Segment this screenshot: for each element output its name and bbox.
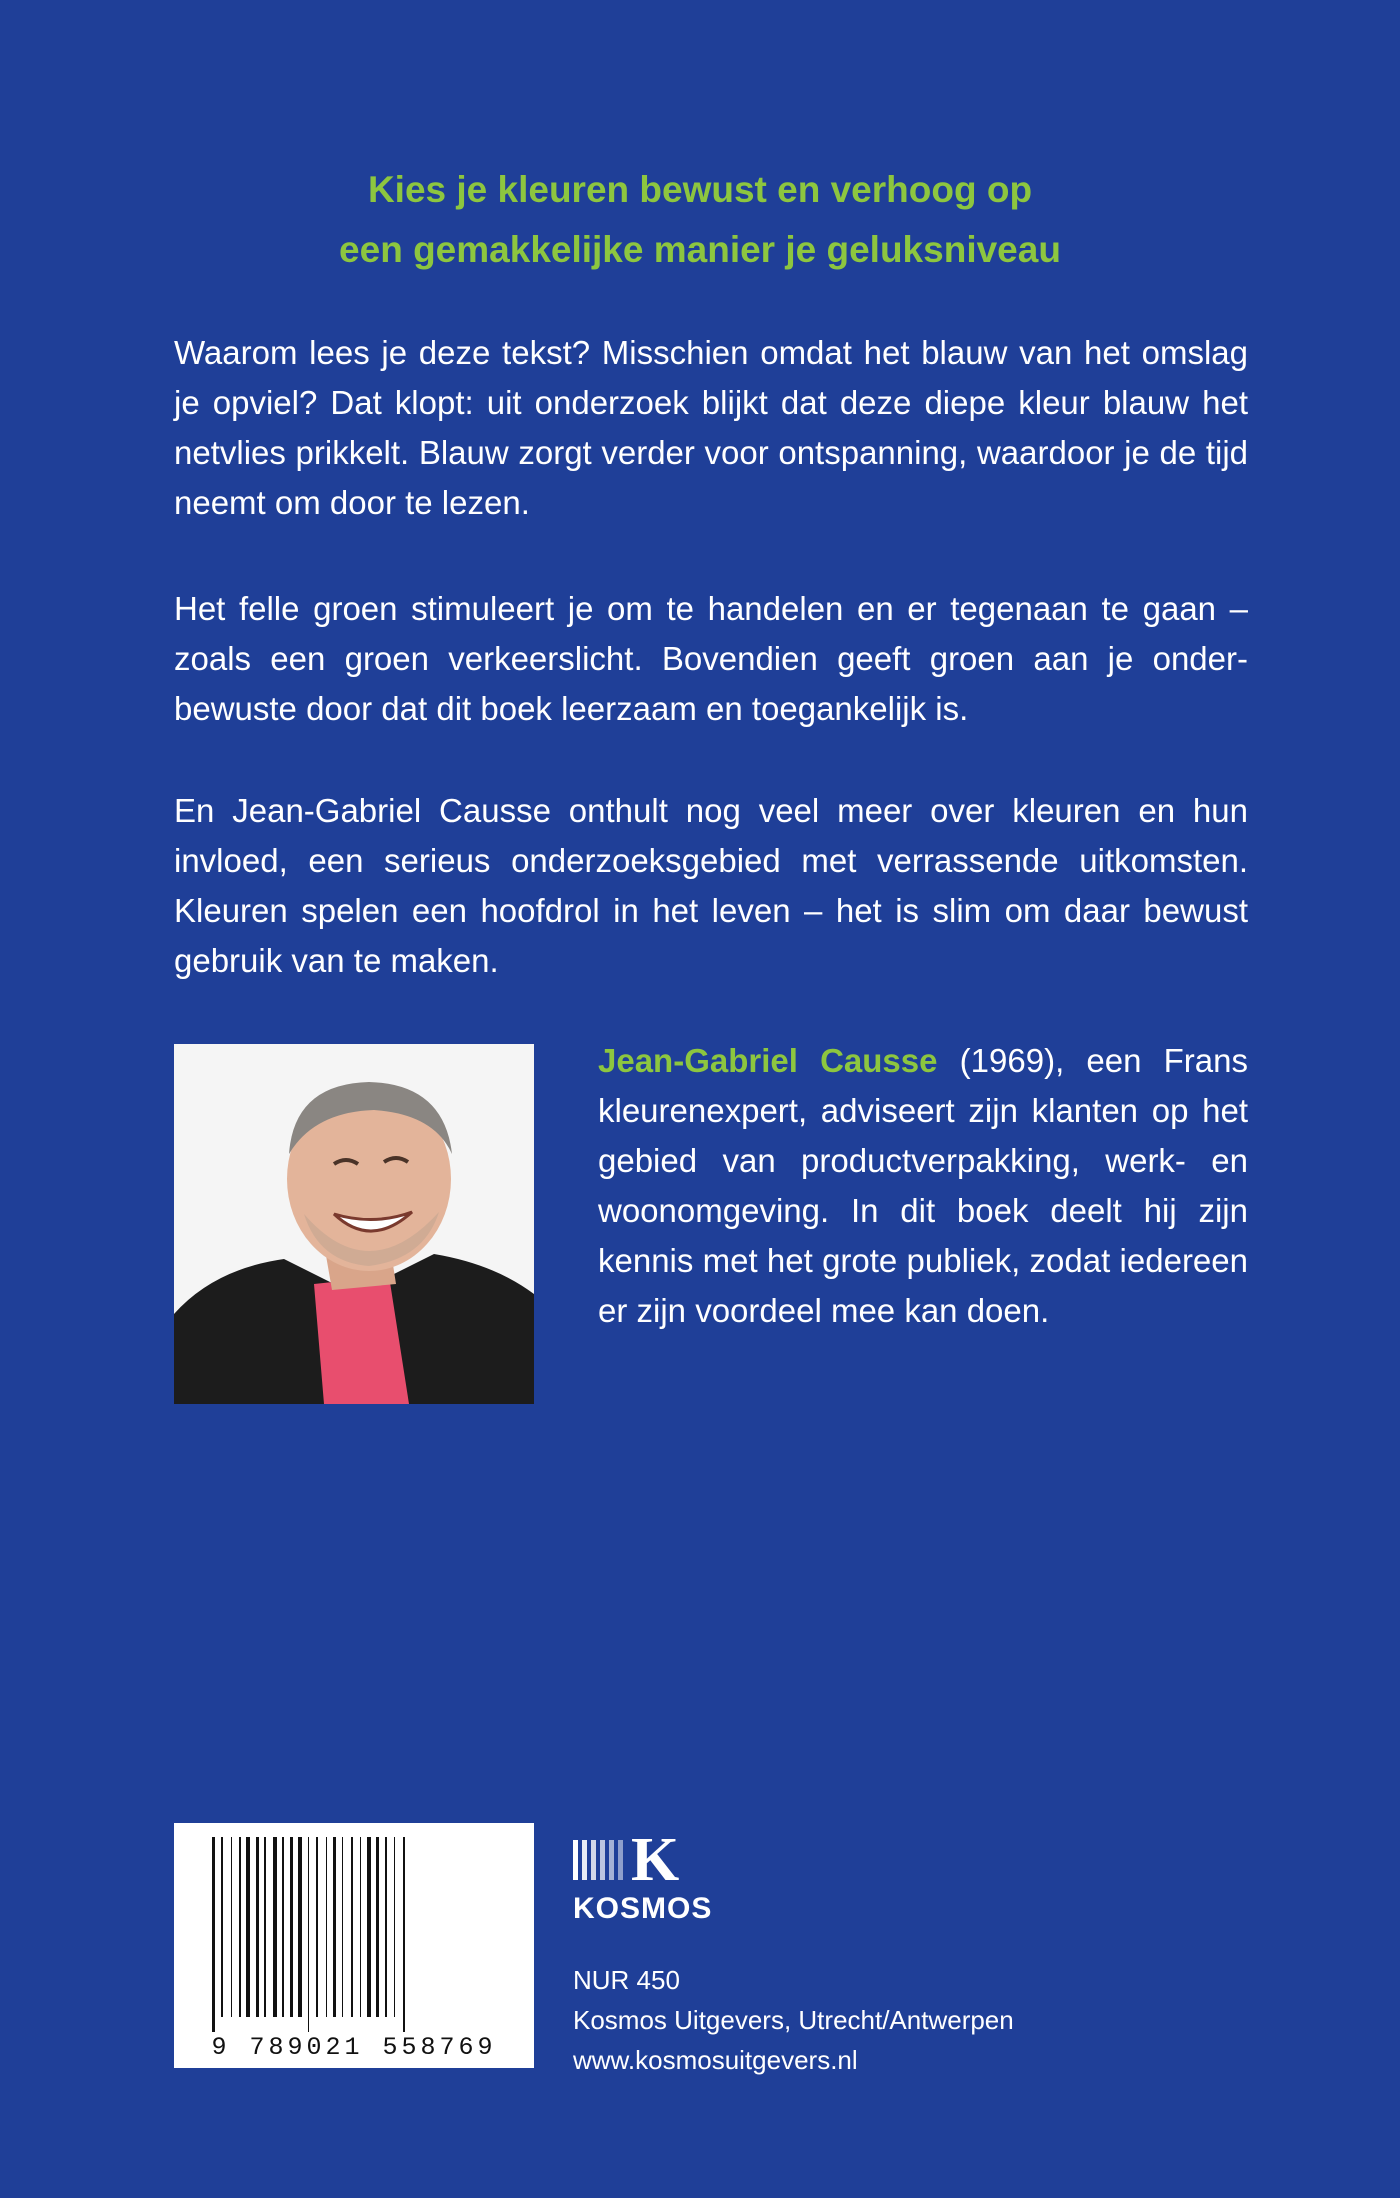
body-paragraph-1: Waarom lees je deze tekst? Misschien omdat het blauw van het omslag je opviel? Dat klopt: uit onderzoek blijkt dat deze diepe kleur blauw het netvlies prikkelt. Blauw zorgt verder voor ontspanning, waardoor je de tijd neemt om door te lezen. — [174, 334, 1248, 521]
body-paragraph-3: En Jean-Gabriel Causse onthult nog veel meer over kleuren en hun invloed, een serieus onderzoeksgebied met verrassende uitkomsten. Kleuren spelen een hoofdrol in het leven – het is slim om daar bewust gebruik van te maken. — [174, 792, 1248, 979]
nur-code: NUR 450 — [573, 1965, 680, 1995]
headline — [150, 160, 1250, 280]
headline-line-1: Kies je kleuren bewust en verhoog op — [367, 169, 1033, 210]
publisher-website[interactable]: www.kosmosuitgevers.nl — [573, 2045, 858, 2075]
barcode-number: 9 789021 558769 — [211, 2033, 497, 2062]
publisher-info — [573, 1960, 1014, 2080]
headline-line-2: een gemakkelijke manier je geluksniveau — [339, 229, 1061, 270]
author-bio-text: (1969), een Frans kleurenexpert, adviseert zijn klanten op het gebied van productverpakking, werk- en woonomgeving. In dit boek deelt hij zijn kennis met het grote publiek, zodat iedereen er zijn voordeel mee kan doen. — [598, 1042, 1248, 1329]
publisher-logo-word: KOSMOS — [573, 1892, 713, 1925]
author-name: Jean-Gabriel Causse — [598, 1042, 938, 1079]
publisher-name: Kosmos Uitgevers, Utrecht/Antwerpen — [573, 2005, 1014, 2035]
barcode — [174, 1823, 534, 2068]
body-paragraph-2: Het felle groen stimuleert je om te handelen en er tegenaan te gaan – zoals een groen verkeerslicht. Bovendien geeft groen aan je onderbewuste door dat dit boek leerzaam en toegankelijk is. — [174, 590, 1248, 727]
barcode-bars — [174, 1823, 534, 2068]
author-bio — [598, 1036, 1248, 1336]
publisher-logo-letter: K — [631, 1826, 680, 1894]
author-photo — [174, 1044, 534, 1404]
